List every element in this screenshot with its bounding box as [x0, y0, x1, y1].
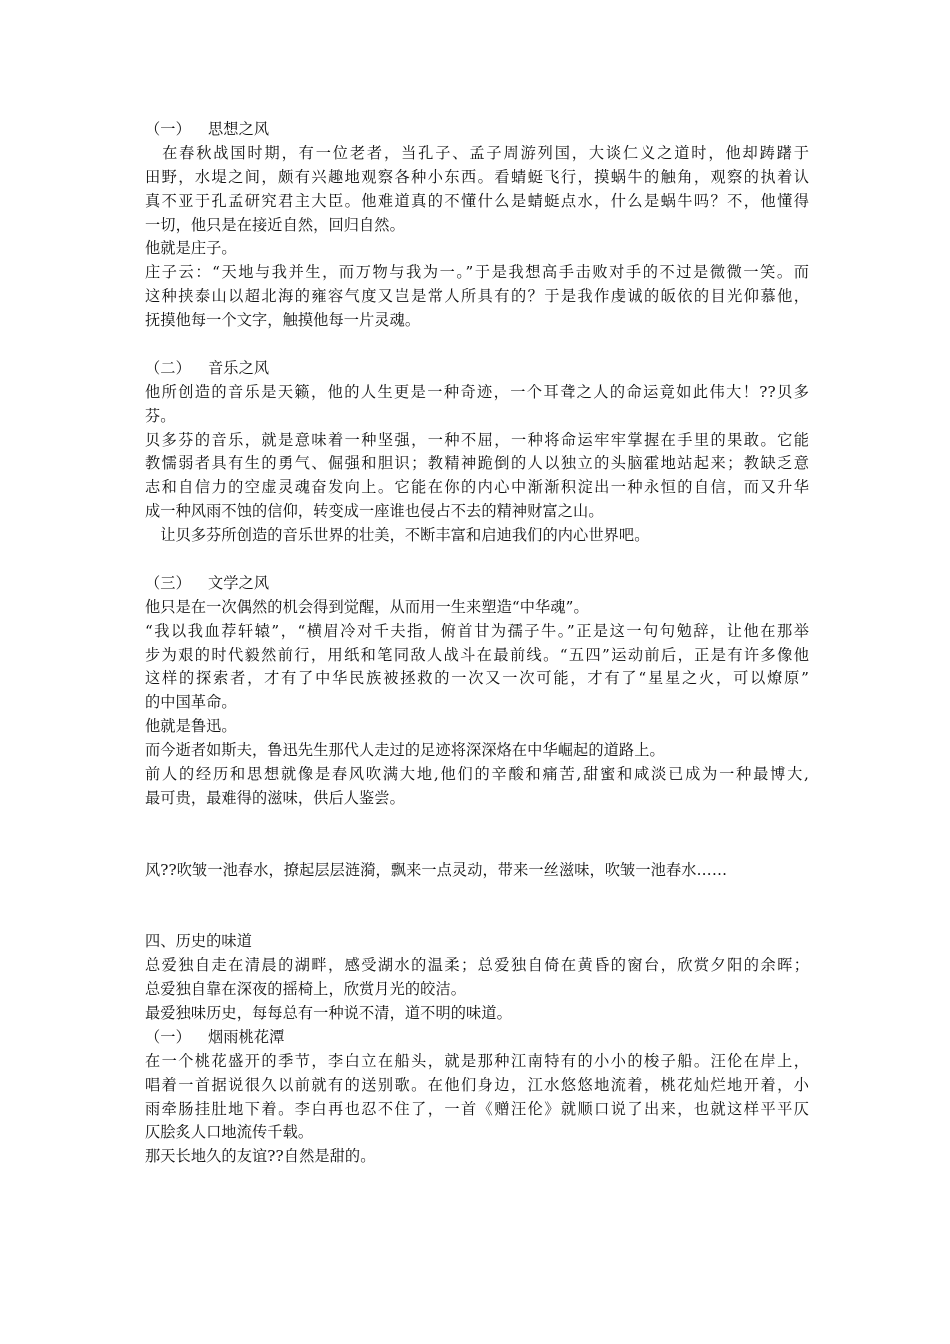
- paragraph-line: 步为艰的时代毅然前行，用纸和笔同敌人战斗在最前线。“五四”运动前后，正是有许多像他: [145, 645, 809, 664]
- paragraph-line: 这种挟泰山以超北海的雍容气度又岂是常人所具有的？于是我作虔诚的皈依的目光仰慕他，: [145, 287, 809, 306]
- paragraph-line: 庄子云：“天地与我并生，而万物与我为一。”于是我想高手击败对手的不过是微微一笑。而: [145, 263, 809, 282]
- paragraph-line: 这样的探索者，才有了中华民族被拯救的一次又一次可能，才有了“星星之火，可以燎原”: [145, 669, 809, 688]
- blank-line: [145, 835, 809, 859]
- wind-line: 风??吹皱一池春水，撩起层层涟漪，飘来一点灵动，带来一丝滋味，吹皱一池春水……: [145, 860, 728, 879]
- section-title: 思想之风: [208, 120, 270, 138]
- section-number: （一）: [145, 1027, 191, 1046]
- blank-line: [145, 811, 809, 835]
- section-title: 烟雨桃花潭: [208, 1027, 285, 1046]
- document-body: [145, 118, 809, 1169]
- section-heading: [145, 357, 809, 381]
- blank-line: [145, 548, 809, 572]
- paragraph-line: 芬。: [145, 406, 176, 425]
- blank-line: [145, 333, 809, 357]
- paragraph-line: 的中国革命。: [145, 693, 237, 712]
- paragraph-line: 在一个桃花盛开的季节，李白立在船头，就是那种江南特有的小小的梭子船。汪伦在岸上，: [145, 1051, 809, 1070]
- paragraph-line: 最可贵，最难得的滋味，供后人鉴尝。: [145, 788, 405, 807]
- paragraph-line: 那天长地久的友谊??自然是甜的。: [145, 1147, 376, 1166]
- paragraph-line: 成一种风雨不蚀的信仰，转变成一座谁也侵占不去的精神财富之山。: [145, 502, 604, 521]
- paragraph-line: 一切，他只是在接近自然，回归自然。: [145, 215, 405, 234]
- paragraph-line: 他只是在一次偶然的机会得到觉醒，从而用一生来塑造“中华魂”。: [145, 597, 589, 616]
- paragraph-line: “我以我血荐轩辕”，“横眉冷对千夫指，俯首甘为孺子牛。”正是这一句句勉辞，让他在那举: [145, 621, 809, 640]
- paragraph-line: 仄脍炙人口地流传千载。: [145, 1123, 314, 1142]
- paragraph-line: 抚摸他每一个文字，触摸他每一片灵魂。: [145, 311, 421, 330]
- paragraph-line: 总爱独自靠在深夜的摇椅上，欣赏月光的皎洁。: [145, 980, 467, 999]
- paragraph-line: 让贝多芬所创造的音乐世界的壮美，不断丰富和启迪我们的内心世界吧。: [145, 526, 650, 545]
- paragraph-line: 真不亚于孔孟研究君主大臣。他难道真的不懂什么是蜻蜓点水，什么是蜗牛吗？不，他懂得: [145, 191, 809, 210]
- paragraph-line: 雨牵肠挂肚地下着。李白再也忍不住了，一首《赠汪伦》就顺口说了出来，也就这样平平仄: [145, 1099, 809, 1118]
- paragraph-line: 而今逝者如斯夫，鲁迅先生那代人走过的足迹将深深烙在中华崛起的道路上。: [145, 741, 665, 760]
- paragraph-line: 教懦弱者具有生的勇气、倔强和胆识；教精神跪倒的人以独立的头脑霍地站起来；教缺乏意: [145, 454, 809, 473]
- paragraph-line: 田野，水堤之间，颇有兴趣地观察各种小东西。看蜻蜓飞行，摸蜗牛的触角，观察的执着认: [145, 167, 809, 186]
- section-title: 文学之风: [208, 573, 270, 592]
- paragraph-line: 他所创造的音乐是天籁，他的人生更是一种奇迹，一个耳聋之人的命运竟如此伟大！??贝多: [145, 382, 809, 401]
- paragraph-line: 志和自信力的空虚灵魂奋发向上。它能在你的内心中渐渐积淀出一种永恒的自信，而又升华: [145, 478, 809, 497]
- section-heading: [145, 118, 809, 142]
- paragraph-line: 他就是庄子。: [145, 239, 237, 258]
- paragraph-line: 唱着一首据说很久以前就有的送别歌。在他们身边，江水悠悠地流着，桃花灿烂地开着，小: [145, 1075, 809, 1094]
- section-title: 音乐之风: [208, 358, 270, 377]
- paragraph-line: 前人的经历和思想就像是春风吹满大地,他们的辛酸和痛苦,甜蜜和咸淡已成为一种最博大,: [145, 765, 809, 784]
- paragraph-line: 在春秋战国时期，有一位老者，当孔子、孟子周游列国，大谈仁义之道时，他却踌躇于: [145, 143, 809, 162]
- blank-line: [145, 906, 809, 930]
- paragraph-line: 最爱独味历史，每每总有一种说不清，道不明的味道。: [145, 1003, 512, 1022]
- paragraph-line: 贝多芬的音乐，就是意味着一种坚强，一种不屈，一种将命运牢牢掌握在手里的果敢。它能: [145, 430, 809, 449]
- part-title: 四、历史的味道: [145, 932, 253, 951]
- blank-line: [145, 883, 809, 907]
- section-number: （二）: [145, 358, 191, 377]
- paragraph-line: 他就是鲁迅。: [145, 717, 237, 736]
- paragraph-line: 总爱独自走在清晨的湖畔，感受湖水的温柔；总爱独自倚在黄昏的窗台，欣赏夕阳的余晖；: [145, 956, 809, 975]
- section-number: （一）: [145, 120, 191, 138]
- section-heading: [145, 1026, 809, 1050]
- section-number: （三）: [145, 573, 191, 592]
- section-heading: [145, 572, 809, 596]
